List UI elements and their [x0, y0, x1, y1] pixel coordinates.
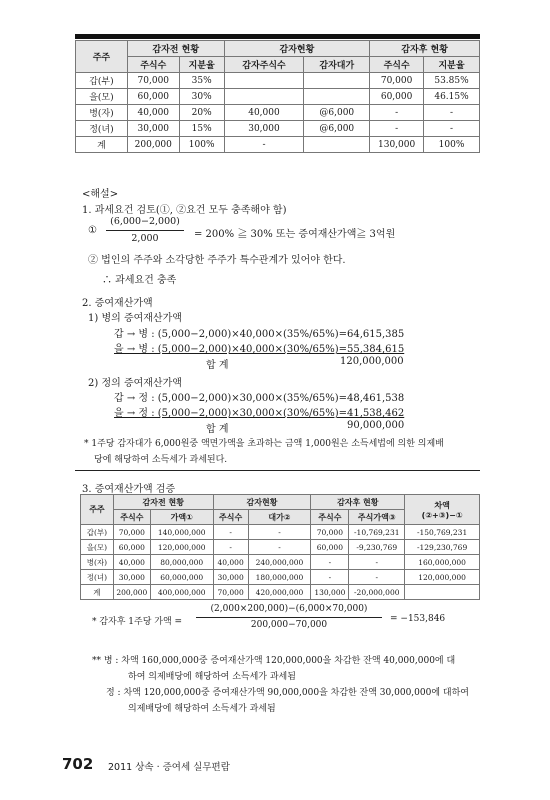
- table-cell: 130,000: [311, 585, 349, 600]
- table-cell: -: [311, 570, 349, 585]
- table-cell: 40,000: [224, 105, 304, 121]
- table-cell: [304, 73, 370, 89]
- jeong-total-label: 합 계: [206, 424, 229, 435]
- header-shareholder: 주주: [76, 41, 128, 73]
- table-cell: 60,000: [113, 540, 150, 555]
- table-cell: 30,000: [224, 121, 304, 137]
- verification-table: [80, 494, 480, 600]
- table-cell: 15%: [179, 121, 224, 137]
- table-cell: 20%: [179, 105, 224, 121]
- note-1-line-a: * 1주당 감자대가 6,000원중 액면가액을 초과하는 금액 1,000원은 소득세법에 의한 의제배: [84, 439, 444, 449]
- table-row: [76, 121, 480, 137]
- table-cell: -: [213, 525, 248, 540]
- table-cell: 70,000: [370, 73, 424, 89]
- byeong-calc-a: 갑 → 병 : (5,000−2,000)×40,000×(35%/65%)=64,615,385: [114, 329, 405, 340]
- table-cell: 120,000,000: [405, 570, 480, 585]
- section-1-heading: 1. 과세요건 검토(①, ②요건 모두 충족해야 함): [82, 205, 287, 216]
- calc-fraction-bar: [196, 617, 382, 618]
- table-cell: 200,000: [113, 585, 150, 600]
- table-cell: [304, 137, 370, 153]
- calc-denominator: 200,000−70,000: [250, 620, 328, 630]
- note-2-line-b: 하여 의제배당에 해당하여 소득세가 과세됨: [128, 672, 296, 682]
- jeong-calc-a: 갑 → 정 : (5,000−2,000)×30,000×(35%/65%)=48,461,538: [114, 393, 405, 404]
- table-row: [81, 570, 480, 585]
- table-cell: @6,000: [304, 121, 370, 137]
- table-row: [76, 73, 480, 89]
- top-rule: [75, 34, 480, 39]
- table-cell: 35%: [179, 73, 224, 89]
- header-reduced-shares: 감자주식수: [224, 57, 304, 73]
- table-cell: 160,000,000: [405, 555, 480, 570]
- table-cell: -: [424, 121, 480, 137]
- table-cell: 400,000,000: [150, 585, 213, 600]
- table-row: [81, 555, 480, 570]
- table-cell: 180,000,000: [248, 570, 311, 585]
- table-cell: 53.85%: [424, 73, 480, 89]
- commentary-heading: <해설>: [82, 189, 119, 200]
- table-cell: -150,769,231: [405, 525, 480, 540]
- v-header-reduced-shares: 주식수: [213, 510, 248, 525]
- table-cell: -9,230,769: [349, 540, 405, 555]
- condition-result: ∴ 과세요건 충족: [102, 275, 177, 286]
- table-cell: -: [370, 121, 424, 137]
- book-title: 2011 상속 · 증여세 실무편람: [108, 762, 230, 773]
- section-divider: [75, 470, 480, 471]
- table-cell: 을(모): [76, 89, 128, 105]
- table-row: [81, 585, 480, 600]
- table-cell: 30,000: [127, 121, 179, 137]
- byeong-calc-b: 을 → 병 : (5,000−2,000)×40,000×(30%/65%)=55,384,615: [114, 344, 405, 355]
- table-cell: 30,000: [213, 570, 248, 585]
- table-cell: 병(자): [81, 555, 114, 570]
- table-cell: 420,000,000: [248, 585, 311, 600]
- table-cell: 140,000,000: [150, 525, 213, 540]
- table-cell: [405, 585, 480, 600]
- table-row: [81, 525, 480, 540]
- jeong-calc-b: 을 → 정 : (5,000−2,000)×30,000×(30%/65%)=41,538,462: [114, 408, 405, 419]
- condition-1-numerator: (6,000−2,000): [110, 216, 180, 227]
- v-header-reduction: 감자현황: [213, 495, 311, 510]
- table-cell: 30,000: [113, 570, 150, 585]
- table-cell: -: [213, 540, 248, 555]
- note-3-line-b: 의제배당에 해당하여 소득세가 과세됨: [128, 704, 276, 714]
- table-cell: -10,769,231: [349, 525, 405, 540]
- table-cell: 70,000: [127, 73, 179, 89]
- table-cell: 40,000: [127, 105, 179, 121]
- byeong-total-label: 합 계: [206, 360, 229, 371]
- section-2-heading: 2. 증여재산가액: [82, 298, 153, 309]
- table-cell: -20,000,000: [349, 585, 405, 600]
- table-row: [81, 540, 480, 555]
- header-shares-after: 주식수: [370, 57, 424, 73]
- v-header-shareholder: 주주: [81, 495, 114, 525]
- header-ratio: 지분율: [179, 57, 224, 73]
- byeong-total-value: 120,000,000: [340, 356, 404, 367]
- table-cell: 120,000,000: [150, 540, 213, 555]
- table-cell: -129,230,769: [405, 540, 480, 555]
- condition-1-fraction-bar: [106, 230, 184, 231]
- v-header-before: 감자전 현황: [113, 495, 213, 510]
- table-cell: -: [349, 555, 405, 570]
- table-cell: 130,000: [370, 137, 424, 153]
- table-cell: 정(녀): [81, 570, 114, 585]
- table-cell: 70,000: [113, 525, 150, 540]
- v-header-difference-label: 차액: [434, 500, 450, 510]
- condition-1-denominator: 2,000: [131, 233, 159, 244]
- table-cell: 을(모): [81, 540, 114, 555]
- header-ratio-after: 지분율: [424, 57, 480, 73]
- table-cell: 40,000: [213, 555, 248, 570]
- condition-2-text: ② 법인의 주주와 소각당한 주주가 특수관계가 있어야 한다.: [88, 255, 346, 266]
- header-shares: 주식수: [127, 57, 179, 73]
- table-cell: 갑(부): [81, 525, 114, 540]
- table-cell: 계: [76, 137, 128, 153]
- header-before: 감자전 현황: [127, 41, 224, 57]
- v-header-difference-formula: (②+③)−①: [421, 510, 463, 520]
- header-reduction: 감자현황: [224, 41, 370, 57]
- note-3-line-a: 정 : 차액 120,000,000중 증여재산가액 90,000,000을 차감한 잔액 30,000,000에 대하여: [106, 688, 469, 698]
- table-cell: -: [349, 570, 405, 585]
- table-cell: 46.15%: [424, 89, 480, 105]
- table-cell: [224, 89, 304, 105]
- v-header-after: 감자후 현황: [311, 495, 405, 510]
- table-row: [76, 105, 480, 121]
- v-header-value: 가액①: [150, 510, 213, 525]
- table-cell: -: [424, 105, 480, 121]
- page-number: 702: [62, 755, 94, 773]
- jeong-total-value: 90,000,000: [347, 420, 405, 431]
- table-cell: 60,000: [311, 540, 349, 555]
- table-cell: 40,000: [113, 555, 150, 570]
- table-cell: [224, 73, 304, 89]
- header-reduction-price: 감자대가: [304, 57, 370, 73]
- table-cell: 30%: [179, 89, 224, 105]
- table-cell: 80,000,000: [150, 555, 213, 570]
- table-cell: 갑(부): [76, 73, 128, 89]
- table-cell: [304, 89, 370, 105]
- table-cell: 70,000: [311, 525, 349, 540]
- table-cell: @6,000: [304, 105, 370, 121]
- calc-label: * 감자후 1주당 가액 =: [92, 617, 183, 627]
- table-cell: 100%: [179, 137, 224, 153]
- table-cell: 60,000,000: [150, 570, 213, 585]
- v-header-after-value: 주식가액③: [349, 510, 405, 525]
- table-cell: -: [224, 137, 304, 153]
- table-cell: 200,000: [127, 137, 179, 153]
- table-cell: 240,000,000: [248, 555, 311, 570]
- share-reduction-table: [75, 40, 480, 153]
- table-row: [76, 89, 480, 105]
- table-cell: 100%: [424, 137, 480, 153]
- table-cell: 70,000: [213, 585, 248, 600]
- calc-numerator: (2,000×200,000)−(6,000×70,000): [210, 604, 368, 614]
- v-header-shares: 주식수: [113, 510, 150, 525]
- jeong-heading: 2) 정의 증여재산가액: [88, 378, 182, 389]
- table-cell: -: [248, 540, 311, 555]
- v-header-after-shares: 주식수: [311, 510, 349, 525]
- byeong-heading: 1) 병의 증여재산가액: [88, 313, 182, 324]
- table-cell: -: [370, 105, 424, 121]
- note-2-line-a: ** 병 : 차액 160,000,000중 증여재산가액 120,000,000을 차감한 잔액 40,000,000에 대: [92, 656, 456, 666]
- header-after: 감자후 현황: [370, 41, 480, 57]
- calc-result: = −153,846: [390, 614, 446, 624]
- table-cell: 60,000: [127, 89, 179, 105]
- table-cell: 병(자): [76, 105, 128, 121]
- note-1-line-b: 당에 해당하여 소득세가 과세된다.: [94, 455, 228, 465]
- condition-1-marker: ①: [88, 225, 97, 236]
- condition-1-text: = 200% ≧ 30% 또는 증여재산가액≧ 3억원: [194, 229, 396, 240]
- v-header-reduction-price: 대가②: [248, 510, 311, 525]
- section-3-heading: 3. 증여재산가액 검증: [82, 484, 176, 495]
- table-cell: 60,000: [370, 89, 424, 105]
- table-cell: -: [311, 555, 349, 570]
- table-row: [76, 137, 480, 153]
- table-cell: 정(녀): [76, 121, 128, 137]
- table-cell: -: [248, 525, 311, 540]
- table-cell: 계: [81, 585, 114, 600]
- v-header-difference: [405, 495, 480, 525]
